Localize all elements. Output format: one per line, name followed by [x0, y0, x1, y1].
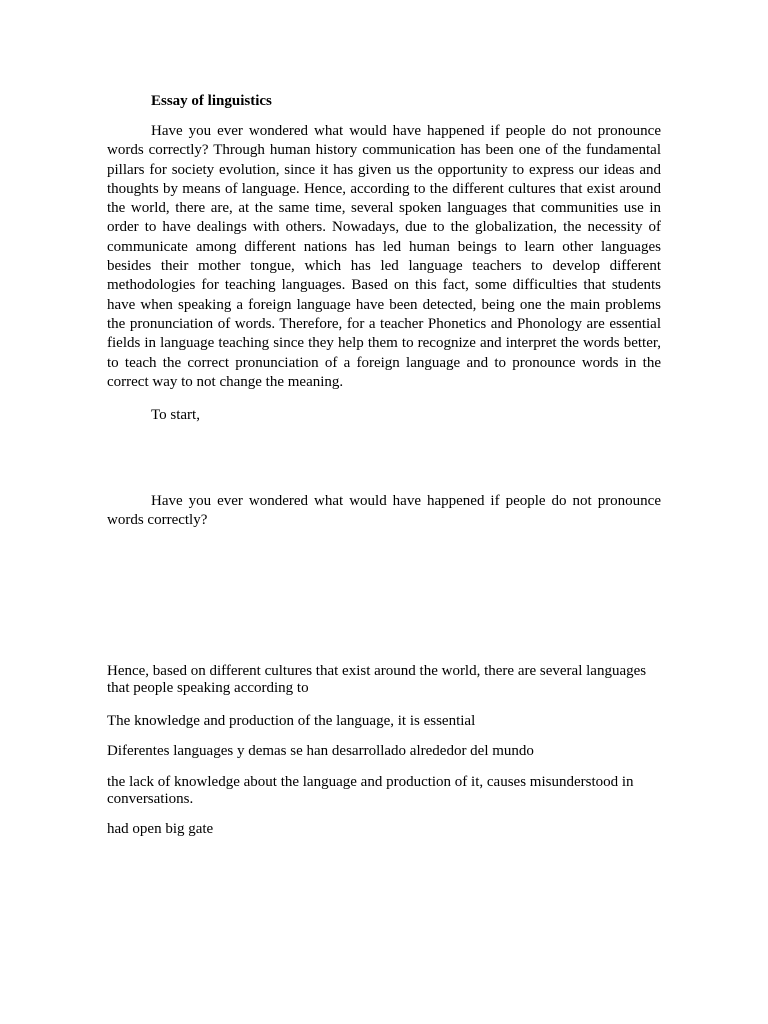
note-line-cultures: Hence, based on different cultures that exist around the world, there are several languages that people speaking according to	[107, 663, 647, 696]
intro-paragraph: Have you ever wondered what would have happened if people do not pronounce words correctly? Through human history communication has been one of the fundamental pillars for society evolution, since it has given us the opportunity to express our ideas and thoughts by means of language. Hence, according to the different cultures that exist around the world, there are, at the same time, several spoken languages that communities use in order to have dealings with others. Nowadays, due to the globalization, the necessity of communicate among different nations has led human beings to learn other languages besides their mother tongue, which has led language teachers to develop different methodologies for teaching languages. Based on this fact, some difficulties that students have when speaking a foreign language have been detected, being one the main problems the pronunciation of words. Therefore, for a teacher Phonetics and Phonology are essential fields in language teaching since they help them to recognize and interpret the words better, to teach the correct pronunciation of a foreign language and to pronounce words in the correct way to not change the meaning.	[107, 123, 661, 390]
note-line-diferentes: Diferentes languages y demas se han desarrollado alrededor del mundo	[107, 743, 534, 759]
to-start-paragraph: To start,	[151, 407, 200, 423]
essay-title: Essay of linguistics	[151, 93, 272, 109]
note-line-knowledge: The knowledge and production of the language, it is essential	[107, 713, 476, 729]
note-line-lack-of-knowledge: the lack of knowledge about the language and production of it, causes misunderstood in conversations.	[107, 774, 634, 807]
question-paragraph: Have you ever wondered what would have happened if people do not pronounce words correctly?	[107, 493, 661, 529]
note-line-open-gate: had open big gate	[107, 821, 214, 837]
